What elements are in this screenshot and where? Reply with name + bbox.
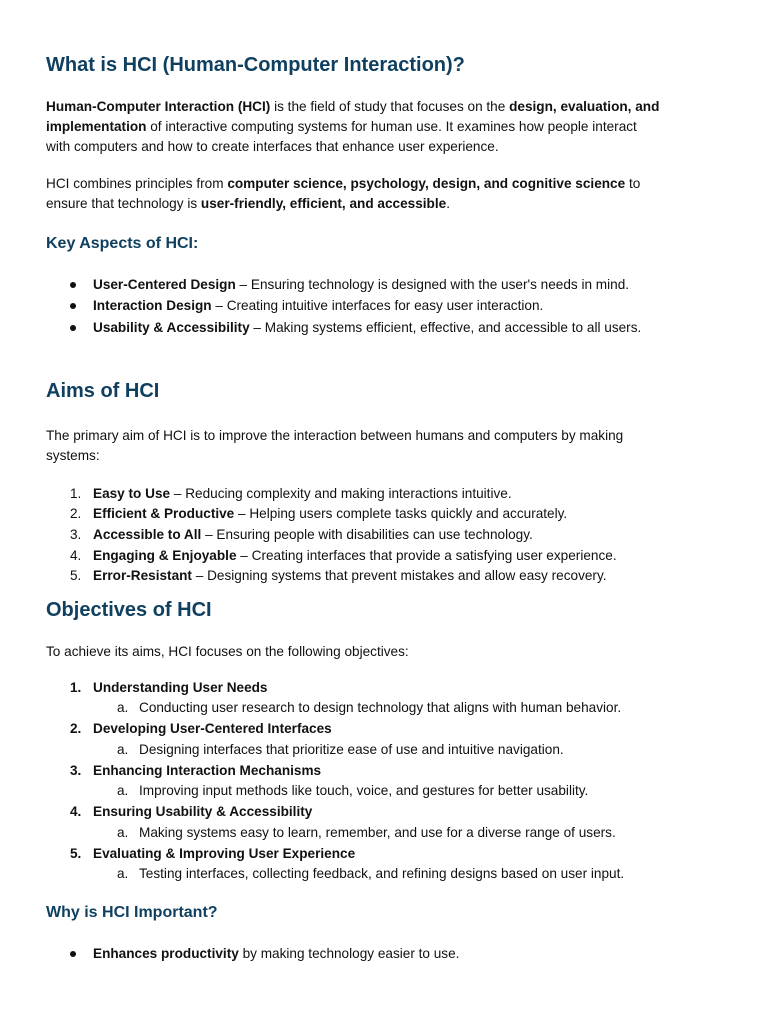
text: . [446, 196, 450, 211]
list-item [93, 484, 512, 504]
item-desc: – Helping users complete tasks quickly and accurately. [234, 506, 568, 521]
item-number: 1. [70, 486, 82, 501]
item-number: 3. [70, 763, 82, 778]
sub-item-letter: a. [117, 783, 129, 798]
bold-text: computer science, psychology, design, and cognitive science [227, 176, 626, 191]
list-item [93, 844, 355, 864]
list-item [93, 566, 607, 586]
item-desc: – Creating interfaces that provide a satisfying user experience. [236, 548, 617, 563]
sub-item: Designing interfaces that prioritize ease of use and intuitive navigation. [139, 742, 564, 757]
principles-paragraph [46, 174, 730, 214]
item-term: Efficient & Productive [93, 506, 235, 521]
item-number: 4. [70, 804, 82, 819]
item-term: Usability & Accessibility [93, 320, 250, 335]
item-number: 3. [70, 527, 82, 542]
intro-paragraph [46, 97, 730, 157]
text: is the field of study that focuses on the [270, 99, 510, 114]
key-aspects-heading: Key Aspects of HCI: [46, 235, 199, 252]
objectives-heading: Objectives of HCI [46, 599, 212, 621]
item-number: 5. [70, 846, 82, 861]
aims-intro [46, 426, 730, 466]
list-item [93, 761, 321, 781]
item-term: Accessible to All [93, 527, 202, 542]
item-term: User-Centered Design [93, 277, 236, 292]
item-number: 2. [70, 721, 82, 736]
item-desc: – Making systems efficient, effective, and accessible to all users. [249, 320, 642, 335]
sub-item-letter: a. [117, 700, 129, 715]
item-term: Engaging & Enjoyable [93, 548, 237, 563]
item-term: Enhancing Interaction Mechanisms [93, 763, 322, 778]
item-number: 5. [70, 568, 82, 583]
item-term: Error-Resistant [93, 568, 192, 583]
item-desc: by making technology easier to use. [238, 946, 460, 961]
text: The primary aim of HCI is to improve the interaction between humans and computers by making [46, 428, 624, 443]
item-term: Evaluating & Improving User Experience [93, 846, 356, 861]
text: ensure that technology is [46, 196, 201, 211]
bold-text: user-friendly, efficient, and accessible [200, 196, 447, 211]
aims-heading: Aims of HCI [46, 380, 160, 402]
list-item [93, 546, 617, 566]
item-term: Easy to Use [93, 486, 171, 501]
bold-text: implementation [46, 119, 147, 134]
list-item [93, 296, 543, 316]
text: to [625, 176, 641, 191]
text: of interactive computing systems for human use. It examines how people interact [146, 119, 637, 134]
item-desc: – Reducing complexity and making interactions intuitive. [170, 486, 512, 501]
item-term: Understanding User Needs [93, 680, 268, 695]
page-title: What is HCI (Human-Computer Interaction)? [46, 54, 465, 76]
item-desc: – Creating intuitive interfaces for easy user interaction. [211, 298, 544, 313]
list-item [93, 525, 533, 545]
bullet-icon [70, 282, 76, 288]
bullet-icon [70, 325, 76, 331]
sub-item: Making systems easy to learn, remember, and use for a diverse range of users. [139, 825, 616, 840]
hci-term: Human-Computer Interaction (HCI) [46, 99, 271, 114]
sub-item-letter: a. [117, 742, 129, 757]
list-item [93, 719, 332, 739]
sub-item: Testing interfaces, collecting feedback, and refining designs based on user input. [139, 866, 625, 881]
sub-item-letter: a. [117, 866, 129, 881]
item-term: Interaction Design [93, 298, 212, 313]
sub-item: Conducting user research to design technology that aligns with human behavior. [139, 700, 622, 715]
item-term: Enhances productivity [93, 946, 239, 961]
objectives-intro [46, 642, 730, 662]
list-item [93, 802, 312, 822]
item-number: 1. [70, 680, 82, 695]
text: HCI combines principles from [46, 176, 228, 191]
item-term: Developing User-Centered Interfaces [93, 721, 332, 736]
bold-text: design, evaluation, and [509, 99, 660, 114]
why-heading: Why is HCI Important? [46, 904, 218, 921]
list-item [93, 504, 567, 524]
sub-item-letter: a. [117, 825, 129, 840]
text: systems: [46, 448, 100, 463]
list-item [93, 275, 629, 295]
text: To achieve its aims, HCI focuses on the following objectives: [46, 644, 409, 659]
item-desc: – Ensuring technology is designed with the user's needs in mind. [235, 277, 630, 292]
text: with computers and how to create interfaces that enhance user experience. [46, 139, 499, 154]
bullet-icon [70, 303, 76, 309]
item-desc: – Ensuring people with disabilities can use technology. [201, 527, 533, 542]
item-term: Ensuring Usability & Accessibility [93, 804, 313, 819]
sub-item: Improving input methods like touch, voice, and gestures for better usability. [139, 783, 589, 798]
item-number: 4. [70, 548, 82, 563]
item-number: 2. [70, 506, 82, 521]
item-desc: – Designing systems that prevent mistakes and allow easy recovery. [191, 568, 607, 583]
list-item [93, 944, 459, 964]
list-item [93, 318, 641, 338]
list-item [93, 678, 268, 698]
bullet-icon [70, 951, 76, 957]
